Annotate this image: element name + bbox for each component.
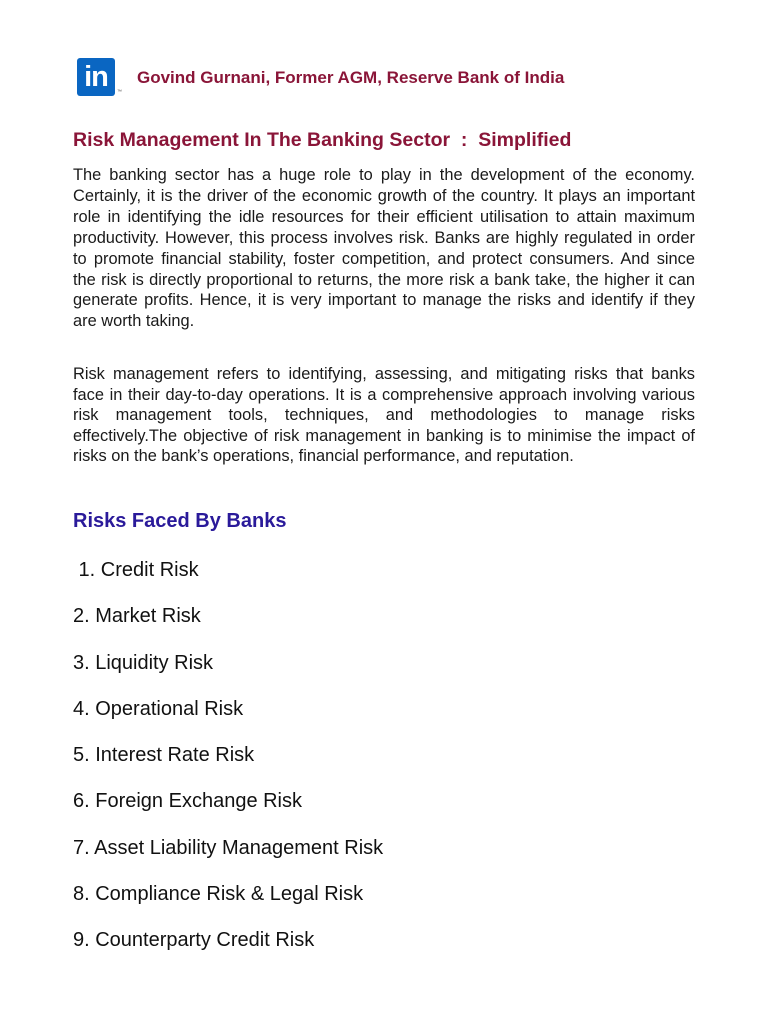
list-item: 7. Asset Liability Management Risk — [73, 836, 384, 859]
intro-paragraph: The banking sector has a huge role to play in the development of the economy. Certainly, it is the driver of the economic growth of the country. It plays an important role in identifying the idle resources for their efficient utilisation to attain maximum productivity. However, this process involves risk. Banks are highly regulated in order to promote financial stability, foster competition, and protect consumers. And since the risk is directly proportional to returns, the more risk a bank take, the higher it can generate profits. Hence, it is very important to manage the risks and identify if they are worth taking. — [73, 166, 695, 331]
list-item: 2. Market Risk — [73, 605, 201, 628]
list-item: 8. Compliance Risk & Legal Risk — [73, 883, 364, 906]
list-item: 6. Foreign Exchange Risk — [73, 790, 303, 813]
linkedin-logo-text: in — [84, 60, 108, 93]
trademark-mark: ™ — [117, 89, 122, 95]
header — [77, 58, 564, 96]
section-heading: Risks Faced By Banks — [73, 510, 287, 532]
document-title: Risk Management In The Banking Sector : Simplified — [73, 129, 572, 151]
definition-paragraph: Risk management refers to identifying, assessing, and mitigating risks that banks face in their day-to-day operations. It is a comprehensive approach involving various risk management tools, techniques, and methodologies to manage risks effectively.The objective of risk management in banking is to minimise the impact of risks on the bank’s operations, financial performance, and reputation. — [73, 365, 695, 466]
list-item: 3. Liquidity Risk — [73, 651, 214, 674]
list-item: 4. Operational Risk — [73, 697, 244, 720]
author-line: Govind Gurnani, Former AGM, Reserve Bank of India — [137, 68, 565, 87]
risk-list — [73, 556, 383, 973]
list-item: 5. Interest Rate Risk — [73, 744, 255, 767]
list-item: 9. Counterparty Credit Risk — [73, 929, 315, 952]
linkedin-icon[interactable] — [77, 58, 122, 96]
list-item: 1. Credit Risk — [73, 559, 199, 581]
